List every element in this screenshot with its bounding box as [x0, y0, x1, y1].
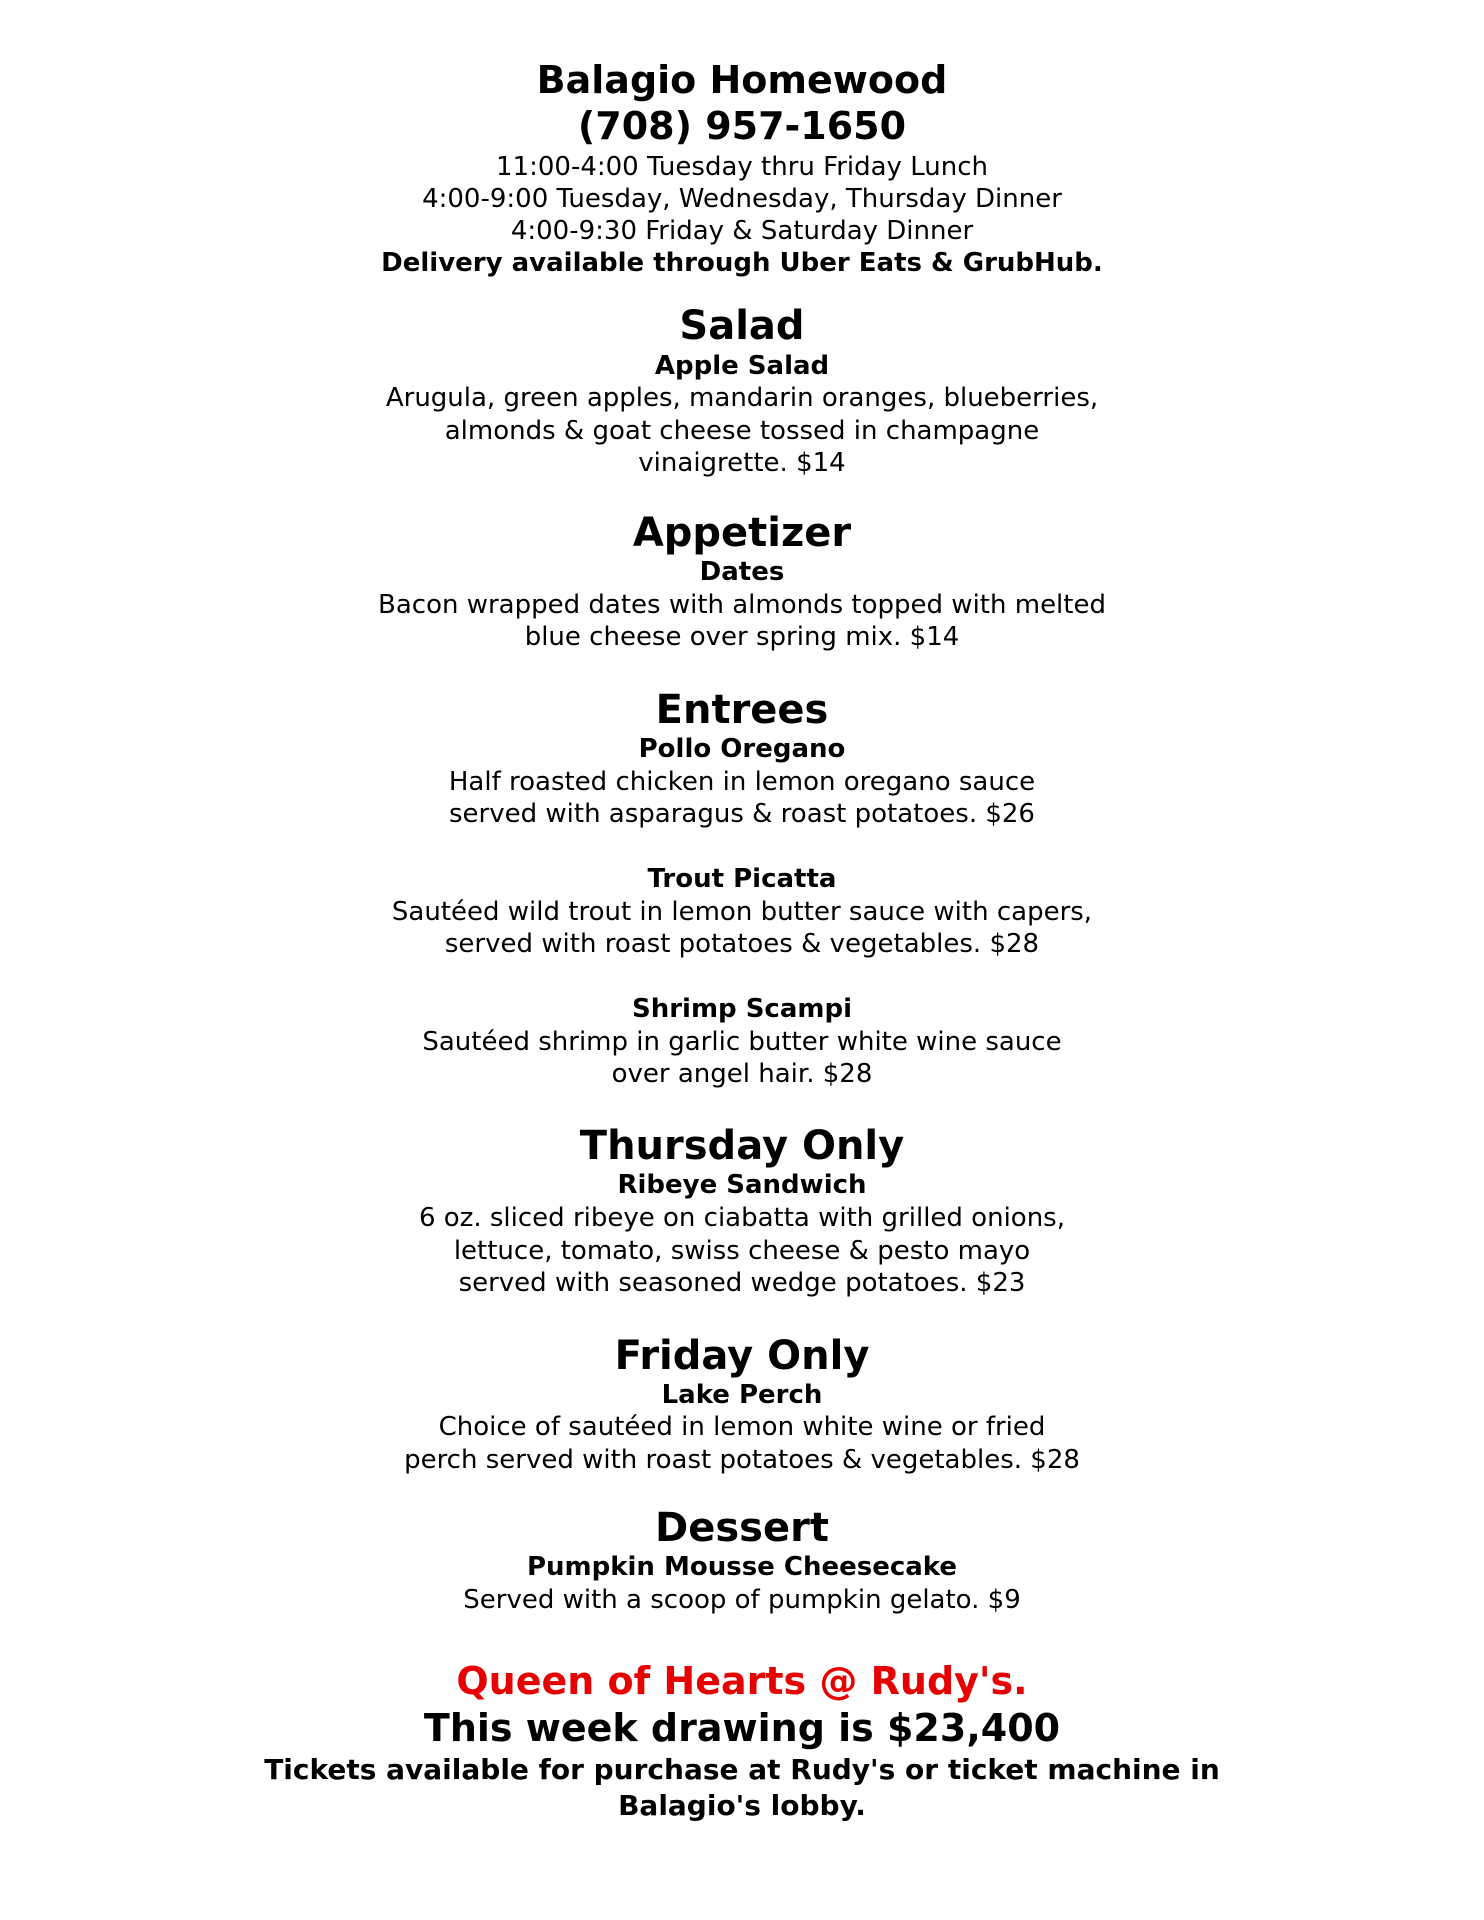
item-name-shrimp-scampi: Shrimp Scampi: [631, 994, 853, 1024]
item-name-apple-salad: Apple Salad: [654, 351, 830, 381]
item-desc-line: served with seasoned wedge potatoes. $23: [458, 1268, 1026, 1298]
item-desc-line: Bacon wrapped dates with almonds topped with melted: [378, 590, 1106, 620]
section-title-friday-only: Friday Only: [614, 1333, 870, 1379]
item-name-pumpkin-mousse-cheesecake: Pumpkin Mousse Cheesecake: [526, 1552, 958, 1582]
section-title-thursday-only: Thursday Only: [579, 1123, 905, 1169]
restaurant-phone: (708) 957-1650: [577, 104, 907, 148]
item-desc-line: over angel hair. $28: [611, 1059, 873, 1089]
section-title-entrees: Entrees: [655, 687, 829, 733]
restaurant-name: Balagio Homewood: [536, 58, 948, 102]
hours-dinner-weekday: 4:00-9:00 Tuesday, Wednesday, Thursday Dinner: [422, 184, 1062, 214]
item-desc-line: Half roasted chicken in lemon oregano sauce: [448, 767, 1036, 797]
promo-headline: Queen of Hearts @ Rudy's.: [456, 1659, 1028, 1703]
item-name-ribeye-sandwich: Ribeye Sandwich: [617, 1170, 867, 1200]
hours-lunch: 11:00-4:00 Tuesday thru Friday Lunch: [496, 152, 988, 182]
item-desc-line: Arugula, green apples, mandarin oranges, blueberries,: [385, 383, 1099, 413]
section-title-appetizer: Appetizer: [632, 510, 852, 556]
promo-tickets-line: Tickets available for purchase at Rudy's or ticket machine in: [264, 1753, 1220, 1786]
item-name-lake-perch: Lake Perch: [661, 1380, 823, 1410]
item-desc-line: perch served with roast potatoes & vegetables. $28: [404, 1445, 1080, 1475]
item-name-pollo-oregano: Pollo Oregano: [638, 734, 846, 764]
item-name-dates: Dates: [699, 557, 785, 587]
delivery-note: Delivery available through Uber Eats & GrubHub.: [381, 248, 1103, 278]
item-name-trout-picatta: Trout Picatta: [647, 864, 837, 894]
item-desc-line: lettuce, tomato, swiss cheese & pesto mayo: [453, 1236, 1031, 1266]
item-desc-line: almonds & goat cheese tossed in champagne: [444, 416, 1040, 446]
item-desc-line: Sautéed shrimp in garlic butter white wine sauce: [422, 1027, 1062, 1057]
item-desc-line: vinaigrette. $14: [638, 448, 846, 478]
item-desc-line: Served with a scoop of pumpkin gelato. $9: [463, 1585, 1021, 1615]
promo-drawing-amount: This week drawing is $23,400: [423, 1706, 1061, 1750]
item-desc-line: served with asparagus & roast potatoes. $26: [449, 799, 1035, 829]
section-title-salad: Salad: [679, 303, 805, 349]
item-desc-line: served with roast potatoes & vegetables. $28: [444, 929, 1040, 959]
promo-tickets-line: Balagio's lobby.: [618, 1789, 866, 1822]
item-desc-line: blue cheese over spring mix. $14: [524, 622, 960, 652]
item-desc-line: Sautéed wild trout in lemon butter sauce with capers,: [391, 897, 1093, 927]
section-title-dessert: Dessert: [655, 1505, 829, 1551]
item-desc-line: 6 oz. sliced ribeye on ciabatta with grilled onions,: [419, 1203, 1065, 1233]
hours-dinner-weekend: 4:00-9:30 Friday & Saturday Dinner: [510, 216, 974, 246]
item-desc-line: Choice of sautéed in lemon white wine or fried: [438, 1412, 1046, 1442]
